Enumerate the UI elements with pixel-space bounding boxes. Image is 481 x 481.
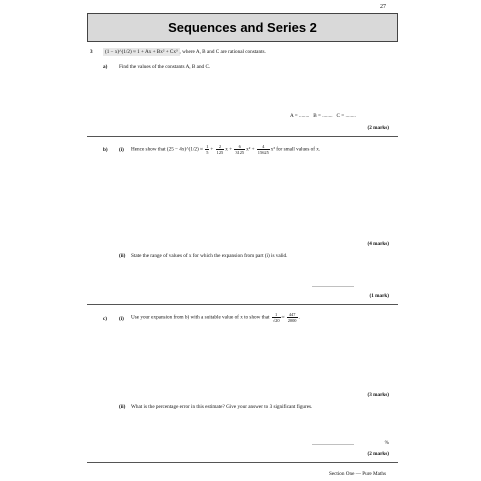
part-b-ii-marks: (1 mark) [369, 293, 389, 299]
part-a-label: a) [103, 64, 108, 70]
answer-C: C = ........ [336, 113, 356, 119]
frac-2-num: 2 [216, 144, 225, 150]
part-b-i-marks: (4 marks) [367, 241, 389, 247]
question-number: 3 [90, 49, 93, 55]
part-b-ii-label: (ii) [119, 253, 126, 259]
frac-1-den: 5 [206, 150, 209, 155]
answer-line-c-ii: .......................................... [312, 441, 354, 447]
frac-2 [216, 144, 225, 155]
answer-B: B = ........ [313, 113, 333, 119]
frac-1-num: 1 [206, 144, 209, 149]
answer-a [290, 113, 356, 119]
part-c-i-marks: (3 marks) [367, 392, 389, 398]
question-stem [103, 49, 266, 55]
answer-line-b-ii: .......................................... [312, 283, 354, 289]
b-i-pre: Hence show that (25 − 4x)^(1/2) ≈ [131, 146, 203, 153]
frac-3-den: 3125 [235, 150, 245, 155]
part-c-ii-text: What is the percentage error in this estimate? Give your answer to 3 significant figures. [131, 404, 313, 410]
frac-rhs [287, 312, 298, 323]
frac-rhs-num: 447 [287, 312, 298, 318]
part-a-text: Find the values of the constants A, B and C. [119, 64, 211, 70]
stem-expression: (1 − x)^(1/2) ≈ 1 + Ax + Bx² + Cx³ [105, 49, 178, 55]
frac-3 [234, 144, 245, 155]
frac-4 [257, 144, 270, 155]
divider [87, 462, 398, 463]
part-b-label: b) [103, 147, 108, 153]
frac-lhs [272, 312, 281, 323]
frac-lhs-den: √20 [272, 318, 280, 323]
frac-3-num: 6 [234, 144, 245, 150]
part-c-ii-label: (ii) [119, 404, 126, 410]
frac-4-num: 4 [257, 144, 270, 150]
frac-lhs-num: 1 [272, 312, 281, 318]
frac-4-den: 15625 [257, 150, 269, 155]
b-i-post: for small values of x. [276, 146, 321, 153]
part-c-i-text: Use your expansion from b) with a suitable value of x to show that $\frac{1}{√20}$ ≈ $\frac{447}{2000}$ . [131, 312, 300, 323]
c-i-pre: Use your expansion from b) with a suitable value of x to show that [131, 314, 270, 321]
part-a-marks: (2 marks) [367, 125, 389, 131]
footer: Section One — Pure Maths [328, 471, 386, 477]
section-header [87, 13, 398, 42]
page-title: Sequences and Series 2 [168, 20, 317, 35]
percent-unit: % [384, 440, 389, 446]
part-b-ii-text: State the range of values of x for which the expansion from part (i) is valid. [131, 253, 288, 259]
part-c-i-label: (i) [119, 316, 124, 322]
page-number: 27 [380, 4, 386, 10]
part-c-label: c) [103, 316, 108, 322]
part-b-i-text: Hence show that (25 − 4x)^(1/2) ≈ $\frac{1}{5}$ + $\frac{2}{125}$ x + $\frac{6}{3125}$ x² + $\frac{4}{15625}$ x³ for small values of x. [131, 144, 321, 155]
frac-2-den: 125 [216, 150, 224, 155]
part-c-ii-marks: (2 marks) [367, 451, 389, 457]
answer-A: A = ........ [290, 113, 310, 119]
stem-text: , where A, B and C are rational constants. [179, 49, 266, 55]
divider [87, 304, 398, 305]
frac-rhs-den: 2000 [287, 318, 297, 323]
divider [87, 136, 398, 137]
part-b-i-label: (i) [119, 147, 124, 153]
frac-1 [205, 144, 209, 155]
